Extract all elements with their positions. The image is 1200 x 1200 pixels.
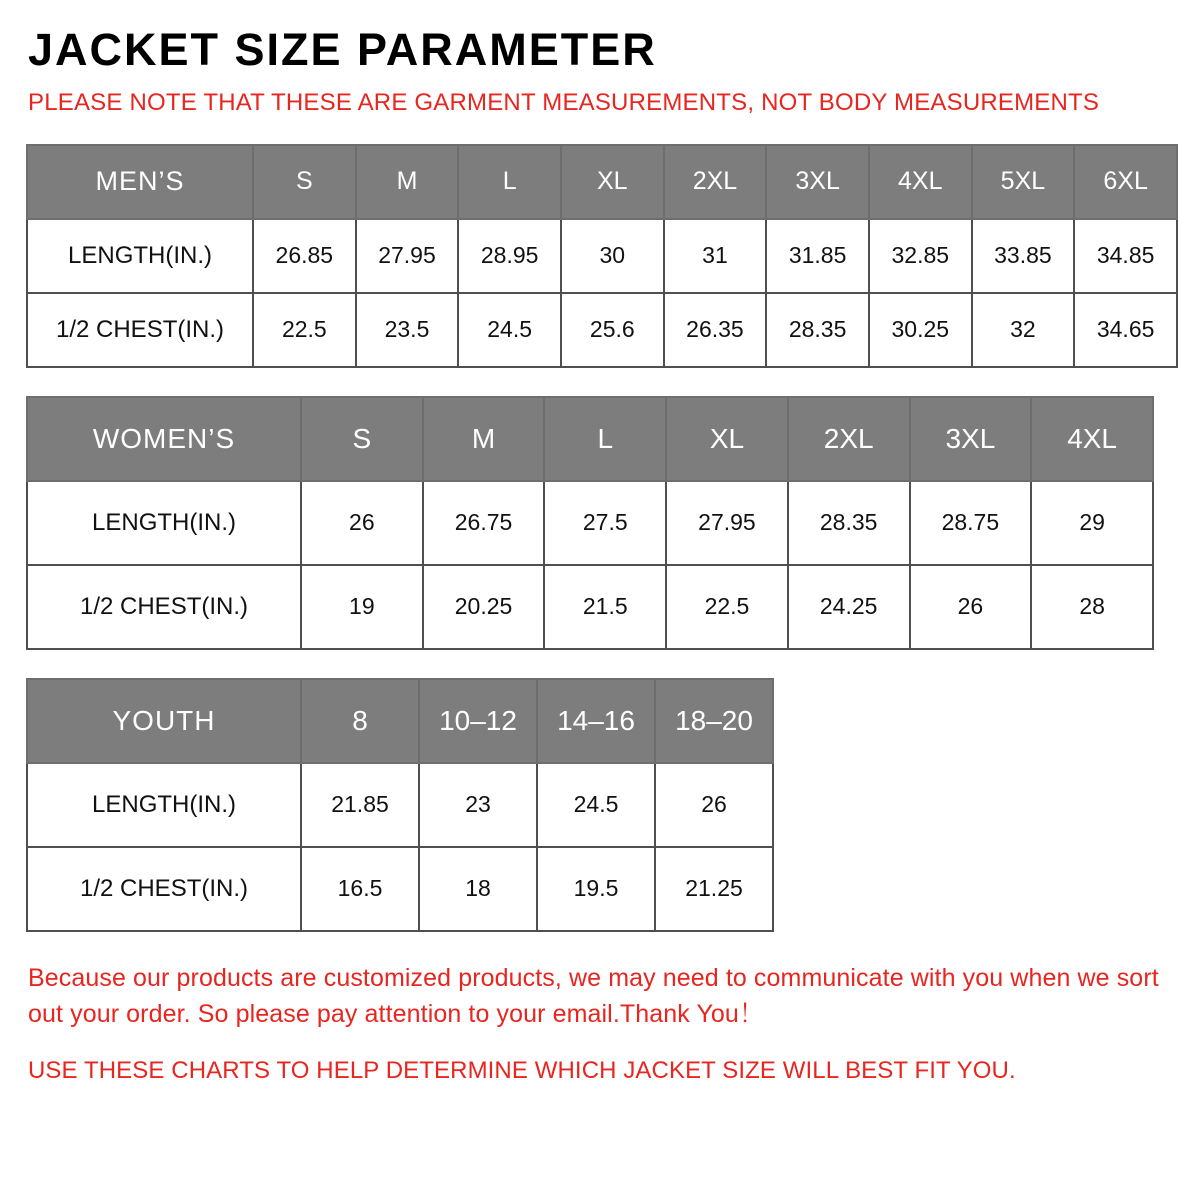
table-row xyxy=(27,763,773,847)
header-cell-size: 3XL xyxy=(910,397,1032,481)
header-cell-size: L xyxy=(458,145,561,219)
row-label: LENGTH(IN.) xyxy=(27,481,301,565)
row-label: 1/2 CHEST(IN.) xyxy=(27,847,301,931)
row-label: LENGTH(IN.) xyxy=(27,763,301,847)
header-cell-category: YOUTH xyxy=(27,679,301,763)
data-cell: 28.35 xyxy=(766,293,869,367)
data-cell: 24.5 xyxy=(458,293,561,367)
header-cell-size: 14–16 xyxy=(537,679,655,763)
data-cell: 19.5 xyxy=(537,847,655,931)
data-cell: 32.85 xyxy=(869,219,972,293)
measurement-note: PLEASE NOTE THAT THESE ARE GARMENT MEASUREMENTS, NOT BODY MEASUREMENTS xyxy=(28,89,1100,117)
data-cell: 27.95 xyxy=(666,481,788,565)
data-cell: 28 xyxy=(1031,565,1153,649)
header-cell-category: WOMEN’S xyxy=(27,397,301,481)
table-row xyxy=(27,219,1177,293)
data-cell: 22.5 xyxy=(666,565,788,649)
footer-paragraph-custom-products: Because our products are customized products, we may need to communicate with you when we sort out your order. So please pay attention to your email.Thank You！ xyxy=(28,963,1159,1028)
table-header-row xyxy=(27,145,1177,219)
data-cell: 31 xyxy=(664,219,767,293)
page-title: JACKET SIZE PARAMETER xyxy=(28,24,657,75)
data-cell: 23.5 xyxy=(356,293,459,367)
data-cell: 18 xyxy=(419,847,537,931)
data-cell: 25.6 xyxy=(561,293,664,367)
data-cell: 28.75 xyxy=(910,481,1032,565)
header-cell-category: MEN’S xyxy=(27,145,253,219)
header-cell-size: 2XL xyxy=(664,145,767,219)
header-cell-size: 8 xyxy=(301,679,419,763)
header-cell-size: L xyxy=(544,397,666,481)
header-cell-size: XL xyxy=(561,145,664,219)
header-cell-size: 3XL xyxy=(766,145,869,219)
mens-size-table xyxy=(26,144,1178,368)
footer-paragraph-chart-usage: USE THESE CHARTS TO HELP DETERMINE WHICH JACKET SIZE WILL BEST FIT YOU. xyxy=(28,1057,1016,1085)
header-cell-size: S xyxy=(301,397,423,481)
data-cell: 26.75 xyxy=(423,481,545,565)
header-cell-size: 4XL xyxy=(1031,397,1153,481)
data-cell: 24.5 xyxy=(537,763,655,847)
table-row xyxy=(27,293,1177,367)
table-header-row xyxy=(27,679,773,763)
data-cell: 30.25 xyxy=(869,293,972,367)
table-row xyxy=(27,481,1153,565)
data-cell: 16.5 xyxy=(301,847,419,931)
header-cell-size: S xyxy=(253,145,356,219)
data-cell: 20.25 xyxy=(423,565,545,649)
table-row xyxy=(27,847,773,931)
data-cell: 28.35 xyxy=(788,481,910,565)
row-label: LENGTH(IN.) xyxy=(27,219,253,293)
data-cell: 31.85 xyxy=(766,219,869,293)
header-cell-size: 18–20 xyxy=(655,679,773,763)
data-cell: 32 xyxy=(972,293,1075,367)
header-cell-size: 5XL xyxy=(972,145,1075,219)
header-cell-size: XL xyxy=(666,397,788,481)
header-cell-size: 10–12 xyxy=(419,679,537,763)
header-cell-size: M xyxy=(356,145,459,219)
data-cell: 24.25 xyxy=(788,565,910,649)
data-cell: 21.85 xyxy=(301,763,419,847)
data-cell: 26.35 xyxy=(664,293,767,367)
data-cell: 29 xyxy=(1031,481,1153,565)
footer-notes xyxy=(28,960,1174,1089)
row-label: 1/2 CHEST(IN.) xyxy=(27,293,253,367)
data-cell: 26.85 xyxy=(253,219,356,293)
header-cell-size: 6XL xyxy=(1074,145,1177,219)
header-cell-size: M xyxy=(423,397,545,481)
header-cell-size: 2XL xyxy=(788,397,910,481)
header-cell-size: 4XL xyxy=(869,145,972,219)
data-cell: 30 xyxy=(561,219,664,293)
data-cell: 33.85 xyxy=(972,219,1075,293)
data-cell: 21.25 xyxy=(655,847,773,931)
data-cell: 28.95 xyxy=(458,219,561,293)
data-cell: 26 xyxy=(655,763,773,847)
data-cell: 23 xyxy=(419,763,537,847)
data-cell: 21.5 xyxy=(544,565,666,649)
data-cell: 22.5 xyxy=(253,293,356,367)
womens-size-table xyxy=(26,396,1154,650)
data-cell: 19 xyxy=(301,565,423,649)
data-cell: 27.5 xyxy=(544,481,666,565)
table-header-row xyxy=(27,397,1153,481)
data-cell: 26 xyxy=(910,565,1032,649)
data-cell: 27.95 xyxy=(356,219,459,293)
table-row xyxy=(27,565,1153,649)
data-cell: 26 xyxy=(301,481,423,565)
youth-size-table xyxy=(26,678,774,932)
data-cell: 34.85 xyxy=(1074,219,1177,293)
row-label: 1/2 CHEST(IN.) xyxy=(27,565,301,649)
data-cell: 34.65 xyxy=(1074,293,1177,367)
